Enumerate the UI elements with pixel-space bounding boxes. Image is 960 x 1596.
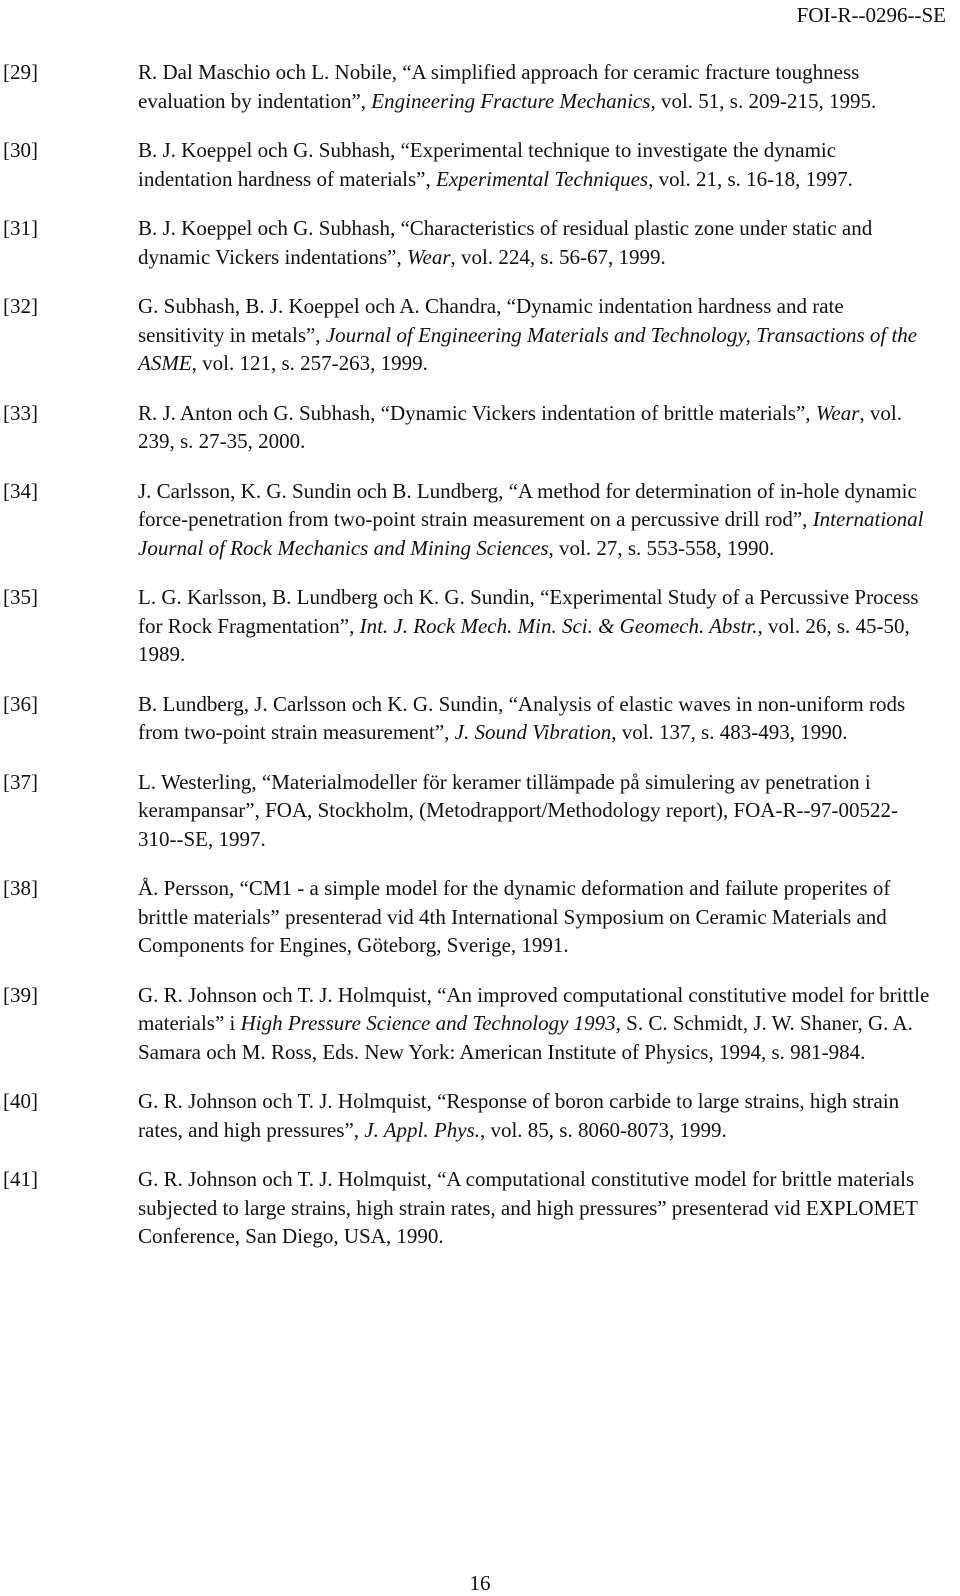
- reference-number: [40]: [3, 1089, 38, 1113]
- reference-source-title: J. Sound Vibration: [454, 720, 612, 744]
- reference-text: [138, 583, 934, 669]
- reference-text-segment: , vol. 121, s. 257-263, 1999.: [191, 351, 428, 375]
- reference-text-segment: , S. C. Schmidt, J. W. Shaner, G. A. Samara och M. Ross, Eds. New York: American Institute of Physics, 1994, s. 981-984.: [138, 1011, 913, 1064]
- reference-text-segment: , vol. 27, s. 553-558, 1990.: [548, 535, 775, 560]
- reference-text: [138, 214, 934, 271]
- reference-number: [30]: [3, 138, 38, 162]
- reference-entry: [0, 690, 960, 747]
- reference-source-title: High Pressure Science and Technology 1993: [240, 1011, 616, 1035]
- reference-text-segment: L. G. Karlsson, B. Lundberg och K. G. Sundin, “Experimental Study of a Percussive Process for Rock Fragmentation”,: [138, 585, 919, 638]
- reference-source-title: International Journal of Rock Mechanics and Mining Sciences: [138, 507, 924, 560]
- reference-text: [138, 768, 934, 854]
- reference-entry: [0, 1087, 960, 1144]
- reference-text: [138, 292, 934, 378]
- reference-text-segment: R. Dal Maschio och L. Nobile, “A simplified approach for ceramic fracture toughness evaluation by indentation”,: [138, 60, 860, 113]
- reference-source-title: Wear: [815, 400, 860, 425]
- reference-entry: [0, 583, 960, 669]
- reference-text-segment: , vol. 224, s. 56-67, 1999.: [450, 244, 666, 269]
- page-number: 16: [469, 1571, 491, 1595]
- reference-number: [35]: [3, 585, 38, 609]
- reference-text-segment: B. Lundberg, J. Carlsson och K. G. Sundin, “Analysis of elastic waves in non-uniform rods from two-point strain measurement”,: [138, 691, 906, 744]
- reference-text: [138, 477, 934, 563]
- reference-text-segment: , vol. 85, s. 8060-8073, 1999.: [479, 1117, 727, 1142]
- reference-text: [138, 136, 934, 193]
- reference-source-title: Wear: [406, 244, 451, 269]
- reference-text: [138, 1165, 934, 1251]
- reference-entry: [0, 768, 960, 854]
- reference-text: [138, 1087, 934, 1144]
- reference-number: [39]: [3, 982, 38, 1007]
- reference-entry: [0, 874, 960, 960]
- reference-number: [41]: [3, 1167, 38, 1191]
- reference-text-segment: , vol. 21, s. 16-18, 1997.: [648, 166, 853, 191]
- reference-text-segment: , vol. 26, s. 45-50, 1989.: [138, 613, 910, 666]
- reference-text-segment: B. J. Koeppel och G. Subhash, “Characteristics of residual plastic zone under static and dynamic Vickers indentations”,: [138, 216, 873, 269]
- reference-source-title: Experimental Techniques: [436, 166, 649, 191]
- reference-source-title: Int. J. Rock Mech. Min. Sci. & Geomech. Abstr.: [359, 613, 758, 638]
- reference-text: [138, 399, 934, 456]
- reference-source-title: Engineering Fracture Mechanics: [371, 88, 651, 113]
- reference-number: [38]: [3, 876, 38, 900]
- reference-entry: [0, 58, 960, 115]
- reference-text: [138, 58, 934, 115]
- reference-text-segment: G. R. Johnson och T. J. Holmquist, “A computational constitutive model for brittle materials subjected to large strains, high strain rates, and high pressures” presenterad vid EXPLOMET Conference, San Diego, USA, 1990.: [138, 1167, 918, 1248]
- reference-text-segment: G. Subhash, B. J. Koeppel och A. Chandra, “Dynamic indentation hardness and rate sensitivity in metals”,: [138, 294, 844, 347]
- reference-number: [32]: [3, 294, 38, 318]
- reference-list: [0, 58, 960, 1272]
- reference-number: [36]: [3, 691, 38, 716]
- reference-text-segment: , vol. 51, s. 209-215, 1995.: [650, 88, 877, 113]
- reference-number: [33]: [3, 400, 38, 425]
- reference-text-segment: , vol. 137, s. 483-493, 1990.: [611, 720, 848, 744]
- reference-text-segment: , vol. 239, s. 27-35, 2000.: [138, 400, 902, 453]
- reference-text: [138, 690, 934, 747]
- reference-text-segment: Å. Persson, “CM1 - a simple model for the dynamic deformation and failute properites of brittle materials” presenterad vid 4th International Symposium on Ceramic Materials and Components for Engines, Göteborg, Sverige, 1991.: [138, 876, 891, 957]
- reference-entry: [0, 136, 960, 193]
- reference-number: [31]: [3, 216, 38, 240]
- reference-text-segment: L. Westerling, “Materialmodeller för keramer tillämpade på simulering av penetration i kerampansar”, FOA, Stockholm, (Metodrapport/Methodology report), FOA-R--97-00522-310--SE, 1997.: [138, 769, 898, 851]
- reference-entry: [0, 1165, 960, 1251]
- reference-text-segment: R. J. Anton och G. Subhash, “Dynamic Vickers indentation of brittle materials”,: [138, 400, 816, 425]
- reference-source-title: J. Appl. Phys.: [364, 1117, 480, 1142]
- reference-entry: [0, 214, 960, 271]
- reference-text-segment: B. J. Koeppel och G. Subhash, “Experimental technique to investigate the dynamic indentation hardness of materials”,: [138, 138, 837, 191]
- reference-entry: [0, 292, 960, 378]
- reference-number: [37]: [3, 769, 38, 794]
- reference-source-title: Journal of Engineering Materials and Technology, Transactions of the ASME: [138, 322, 918, 375]
- report-id: FOI-R--0296--SE: [796, 3, 946, 27]
- reference-text-segment: G. R. Johnson och T. J. Holmquist, “An improved computational constitutive model for brittle materials” i: [138, 982, 930, 1035]
- reference-entry: [0, 477, 960, 563]
- reference-text: [138, 874, 934, 960]
- reference-entry: [0, 981, 960, 1067]
- reference-text-segment: G. R. Johnson och T. J. Holmquist, “Response of boron carbide to large strains, high strain rates, and high pressures”,: [138, 1089, 900, 1142]
- reference-text: [138, 981, 934, 1067]
- reference-number: [29]: [3, 60, 38, 84]
- reference-entry: [0, 399, 960, 456]
- reference-text-segment: J. Carlsson, K. G. Sundin och B. Lundberg, “A method for determination of in-hole dynamic force-penetration from two-point strain measurement on a percussive drill rod”,: [138, 478, 917, 531]
- reference-number: [34]: [3, 478, 38, 503]
